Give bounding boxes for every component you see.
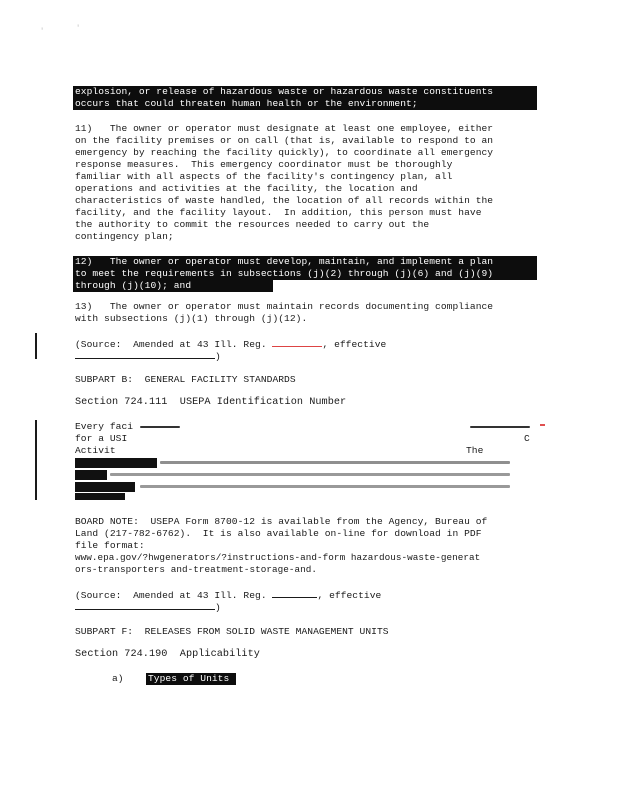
highlighted-line: through (j)(10); and — [73, 280, 273, 292]
redaction-block — [75, 458, 157, 468]
blank-field — [75, 350, 215, 359]
highlighted-line: to meet the requirements in subsections (j)(2) through (j)(6) and (j)(9) — [73, 268, 537, 280]
scan-noise — [110, 473, 510, 476]
board-note-line: BOARD NOTE: USEPA Form 8700-12 is available from the Agency, Bureau of — [75, 516, 488, 527]
scan-speck: ' — [76, 25, 81, 33]
source-note-text: (Source: Amended at 43 Ill. Reg. — [75, 590, 273, 601]
paragraph-line: familiar with all aspects of the facility's contingency plan, all — [75, 171, 453, 182]
blank-field — [272, 589, 317, 598]
blank-field — [272, 338, 322, 347]
section-heading: Section 724.111 USEPA Identification Number — [75, 397, 347, 408]
board-note-line: file format: — [75, 540, 145, 551]
section-heading: Section 724.190 Applicability — [75, 649, 260, 660]
scan-speck: ' — [40, 28, 45, 36]
subpart-heading: SUBPART F: RELEASES FROM SOLID WASTE MANAGEMENT UNITS — [75, 626, 389, 637]
fragment-text: C — [524, 433, 530, 444]
paragraph-line: facility, and the facility layout. In addition, this person must have — [75, 207, 482, 218]
source-note — [75, 350, 537, 363]
change-bar — [35, 420, 37, 500]
fragment-text: The — [466, 445, 484, 456]
subpart-heading: SUBPART B: GENERAL FACILITY STANDARDS — [75, 374, 296, 385]
source-note — [75, 601, 537, 614]
change-bar — [35, 333, 37, 359]
redaction-block — [75, 493, 125, 500]
scan-noise — [140, 485, 510, 488]
board-note-line: Land (217-782-6762). It is also available on-line for download in PDF — [75, 528, 482, 539]
highlighted-line: occurs that could threaten human health or the environment; — [73, 98, 537, 110]
highlighted-line: 12) The owner or operator must develop, maintain, and implement a plan — [73, 256, 537, 268]
redaction-block — [75, 470, 107, 480]
scan-noise — [140, 426, 180, 428]
red-mark — [540, 424, 545, 426]
paragraph-line: with subsections (j)(1) through (j)(12). — [75, 313, 308, 324]
item-label: a) — [112, 673, 124, 684]
blank-field — [75, 601, 215, 610]
board-note-url: ors-transporters and-treatment-storage-and. — [75, 564, 318, 575]
scan-noise — [160, 461, 510, 464]
fragment-text: for a USI — [75, 433, 128, 444]
fragment-text: Activit — [75, 445, 116, 456]
paragraph-line: characteristics of waste handled, the location of all records within the — [75, 195, 494, 206]
source-note-text: , effective — [317, 590, 382, 601]
paragraph-line: 11) The owner or operator must designate at least one employee, either — [75, 123, 494, 134]
item-heading: Types of Units — [146, 673, 236, 685]
paragraph-line: 13) The owner or operator must maintain records documenting compliance — [75, 301, 494, 312]
source-note-text: ) — [215, 602, 221, 613]
paragraph-line: emergency by reaching the facility quickly), to coordinate all emergency — [75, 147, 494, 158]
board-note-url: www.epa.gov/?hwgenerators/?instructions-and-form hazardous-waste-generat — [75, 552, 481, 563]
source-note-text: (Source: Amended at 43 Ill. Reg. — [75, 339, 273, 350]
source-note-text: , effective — [322, 339, 387, 350]
paragraph-line: operations and activities at the facility, the location and — [75, 183, 418, 194]
paragraph-line: response measures. This emergency coordinator must be thoroughly — [75, 159, 453, 170]
paragraph-line: on the facility premises or on call (that is, available to respond to an — [75, 135, 494, 146]
redaction-block — [75, 482, 135, 492]
scan-noise — [470, 426, 530, 428]
fragment-text: Every faci — [75, 421, 134, 432]
source-note-text: ) — [215, 351, 221, 362]
highlighted-line: explosion, or release of hazardous waste or hazardous waste constituents — [73, 86, 537, 98]
paragraph-line: contingency plan; — [75, 231, 174, 242]
paragraph-line: the authority to commit the resources needed to carry out the — [75, 219, 430, 230]
